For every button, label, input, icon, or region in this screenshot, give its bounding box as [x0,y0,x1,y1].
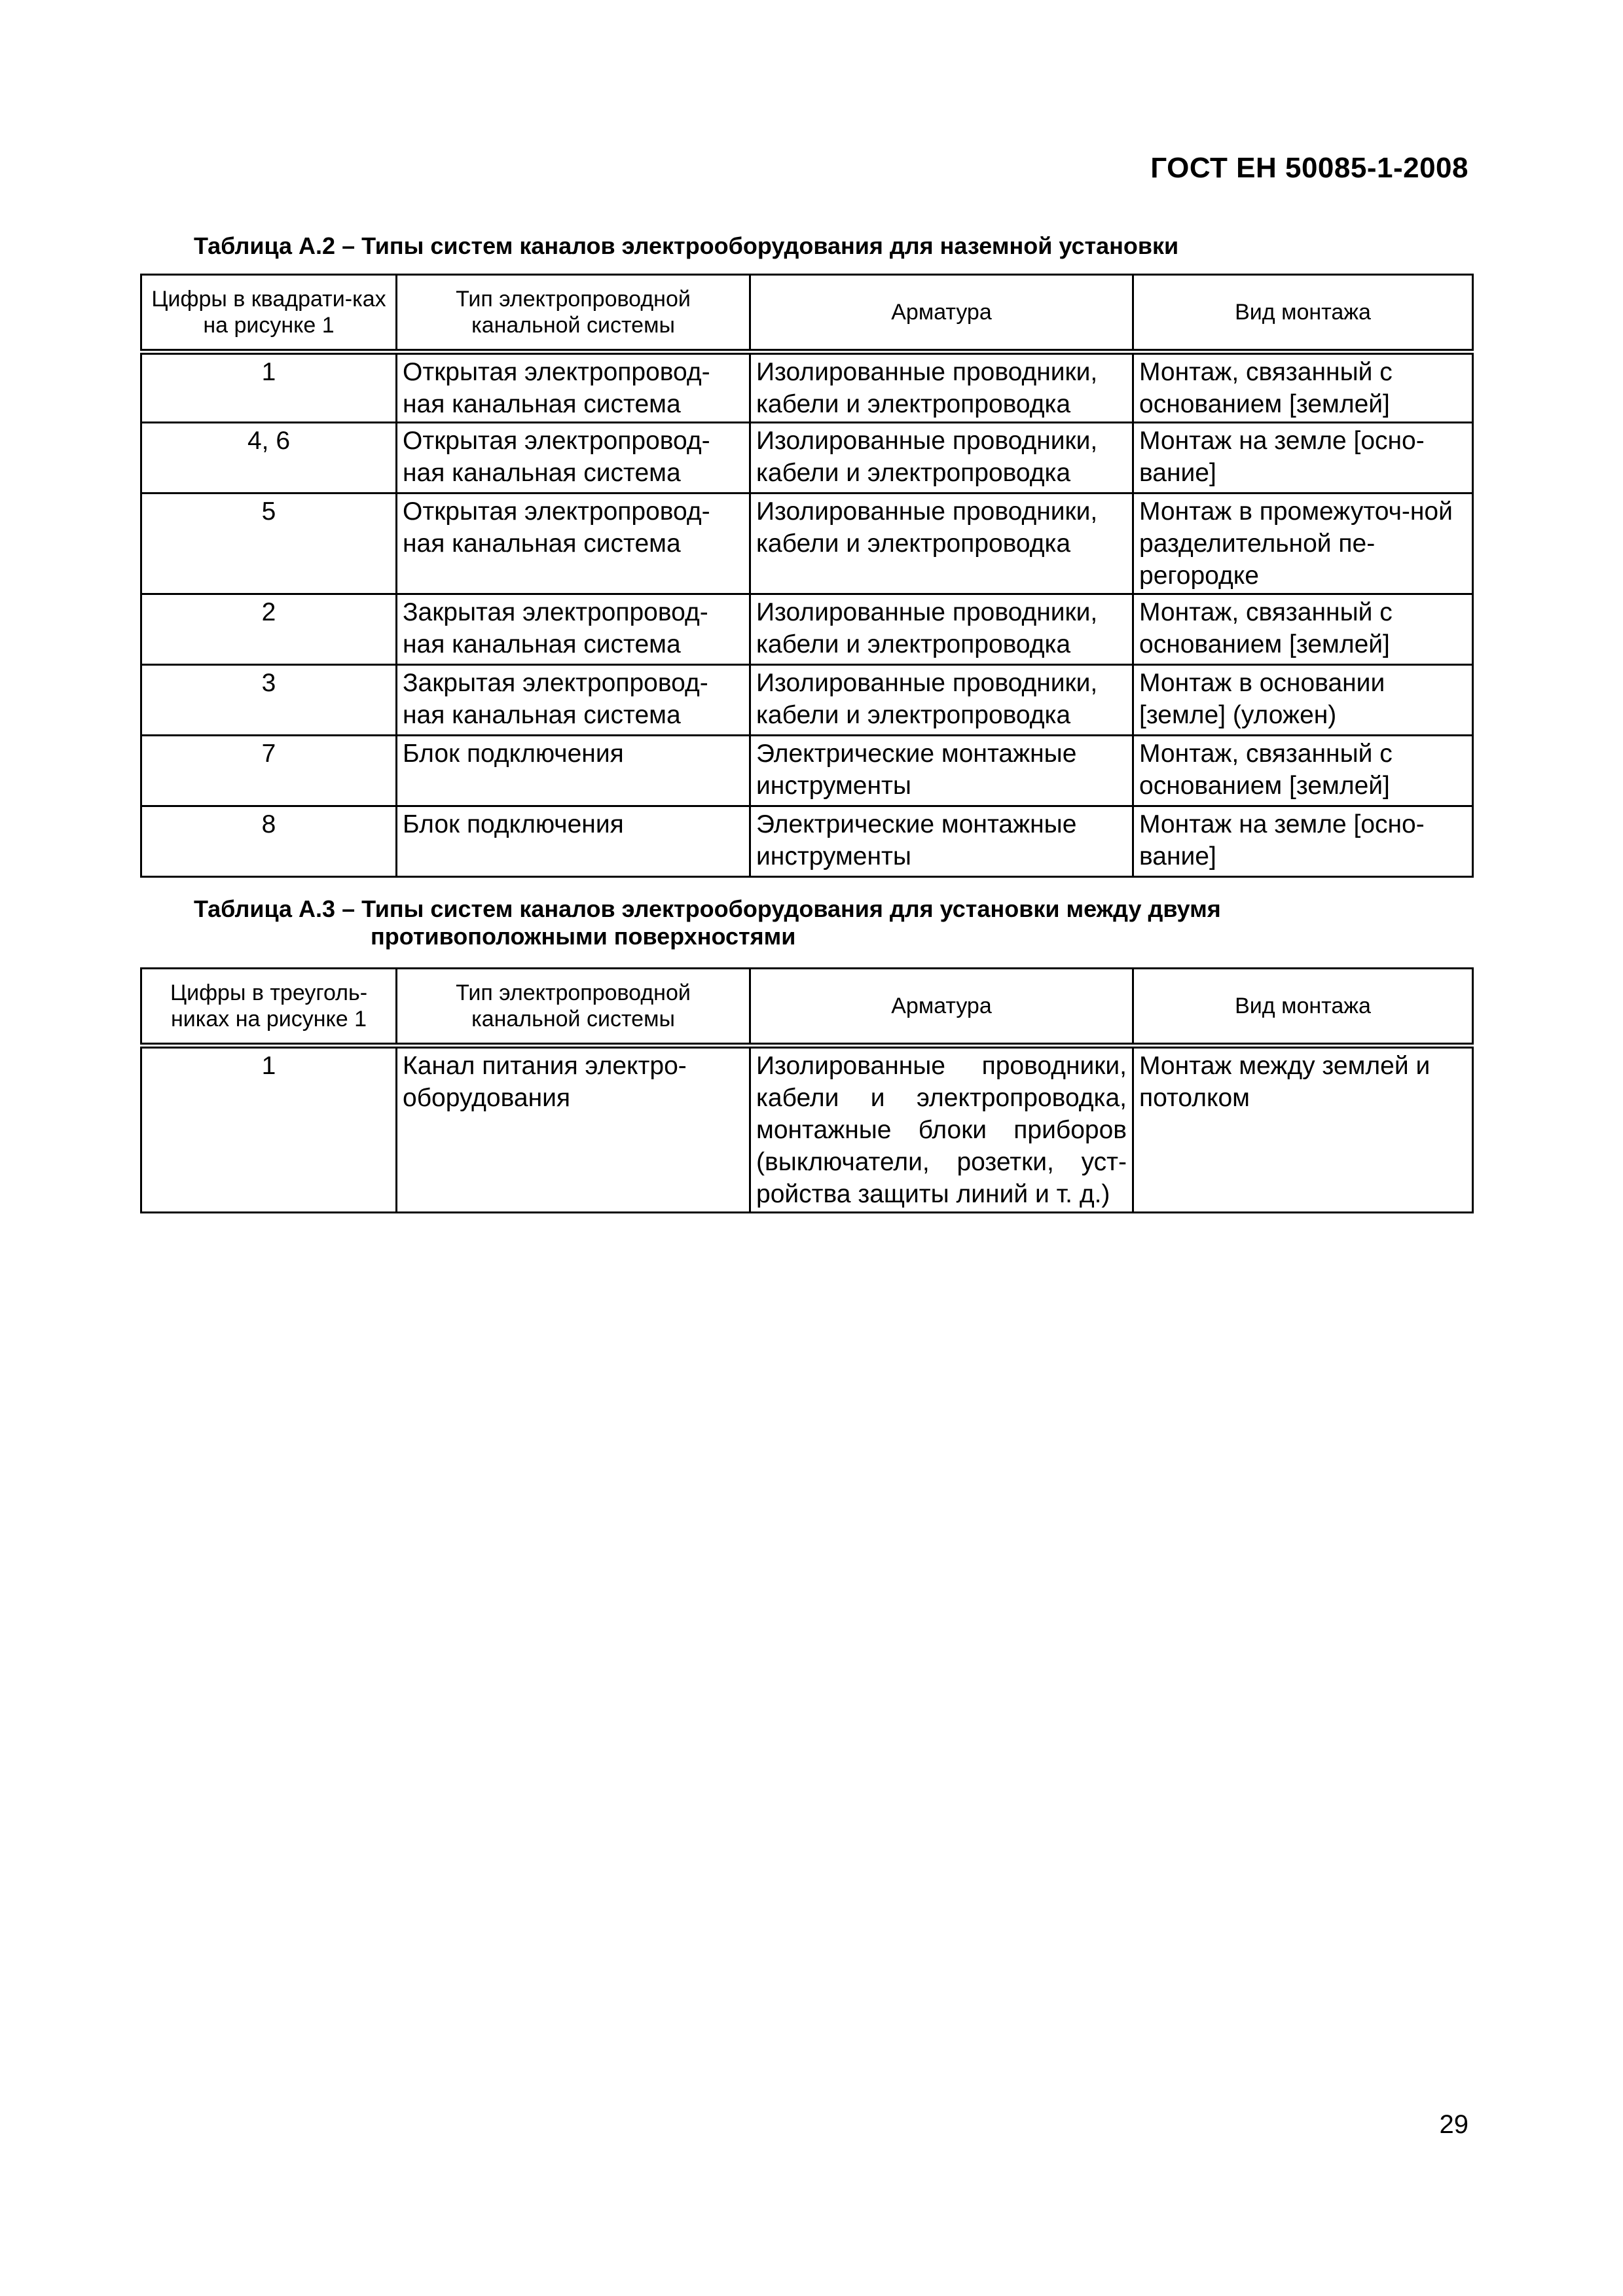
column-header-fittings: Арматура [750,969,1133,1046]
table-row [141,1046,1473,1213]
mounting-cell: Монтаж на земле [осно-вание] [1133,423,1473,493]
table-row [141,665,1473,736]
table-a3-caption [194,895,1221,950]
fittings-cell: Изолированные проводники, кабели и электропроводка [750,352,1133,423]
column-header-figure-number: Цифры в треуголь-никах на рисунке 1 [141,969,397,1046]
fittings-cell: Электрические монтажные инструменты [750,806,1133,877]
mounting-cell: Монтаж, связанный с основанием [землей] [1133,352,1473,423]
mounting-cell: Монтаж, связанный с основанием [землей] [1133,736,1473,806]
fittings-cell: Изолированные проводники, кабели и электропроводка [750,493,1133,594]
table-row [141,493,1473,594]
table-row [141,736,1473,806]
system-type-cell: Открытая электропровод-ная канальная система [397,423,750,493]
table-a2-header-row [141,275,1473,352]
table-row [141,423,1473,493]
system-type-cell: Закрытая электропровод-ная канальная система [397,594,750,665]
system-type-cell: Открытая электропровод-ная канальная система [397,352,750,423]
fittings-cell: Электрические монтажные инструменты [750,736,1133,806]
figure-number-cell: 7 [141,736,397,806]
mounting-cell: Монтаж между землей и потолком [1133,1046,1473,1213]
column-header-figure-number: Цифры в квадрати-ках на рисунке 1 [141,275,397,352]
system-type-cell: Блок подключения [397,806,750,877]
figure-number-cell: 4, 6 [141,423,397,493]
page-number: 29 [1439,2110,1468,2139]
fittings-cell: Изолированные проводники, кабели и электропроводка [750,665,1133,736]
column-header-mounting: Вид монтажа [1133,275,1473,352]
figure-number-cell: 5 [141,493,397,594]
fittings-cell: Изолированные проводники, кабели и электропроводка [750,423,1133,493]
table-row [141,806,1473,877]
table-a3 [140,967,1474,1213]
fittings-cell: Изолированные проводники, кабели и электропроводка [750,594,1133,665]
column-header-system-type: Тип электропроводной канальной системы [397,275,750,352]
document-code: ГОСТ ЕН 50085-1-2008 [1150,152,1468,184]
figure-number-cell: 1 [141,352,397,423]
table-row [141,352,1473,423]
fittings-cell: Изолированные проводники, кабели и электропроводка, монтажные блоки приборов (выключатели, розетки, уст-ройства защиты линий и т. д.) [750,1046,1133,1213]
mounting-cell: Монтаж в промежуточ-ной разделительной пе-регородке [1133,493,1473,594]
column-header-mounting: Вид монтажа [1133,969,1473,1046]
figure-number-cell: 1 [141,1046,397,1213]
figure-number-cell: 8 [141,806,397,877]
table-a2-caption: Таблица А.2 – Типы систем каналов электрооборудования для наземной установки [194,232,1179,259]
table-row [141,594,1473,665]
system-type-cell: Открытая электропровод-ная канальная система [397,493,750,594]
table-a3-caption-line-1: Таблица А.3 – Типы систем каналов электрооборудования для установки между двумя [194,895,1221,922]
table-a2 [140,274,1474,878]
column-header-system-type: Тип электропроводной канальной системы [397,969,750,1046]
figure-number-cell: 3 [141,665,397,736]
system-type-cell: Блок подключения [397,736,750,806]
mounting-cell: Монтаж в основании [земле] (уложен) [1133,665,1473,736]
figure-number-cell: 2 [141,594,397,665]
table-a3-caption-line-2: противоположными поверхностями [371,923,796,950]
mounting-cell: Монтаж, связанный с основанием [землей] [1133,594,1473,665]
mounting-cell: Монтаж на земле [осно-вание] [1133,806,1473,877]
system-type-cell: Канал питания электро-оборудования [397,1046,750,1213]
table-a3-header-row [141,969,1473,1046]
column-header-fittings: Арматура [750,275,1133,352]
system-type-cell: Закрытая электропровод-ная канальная система [397,665,750,736]
